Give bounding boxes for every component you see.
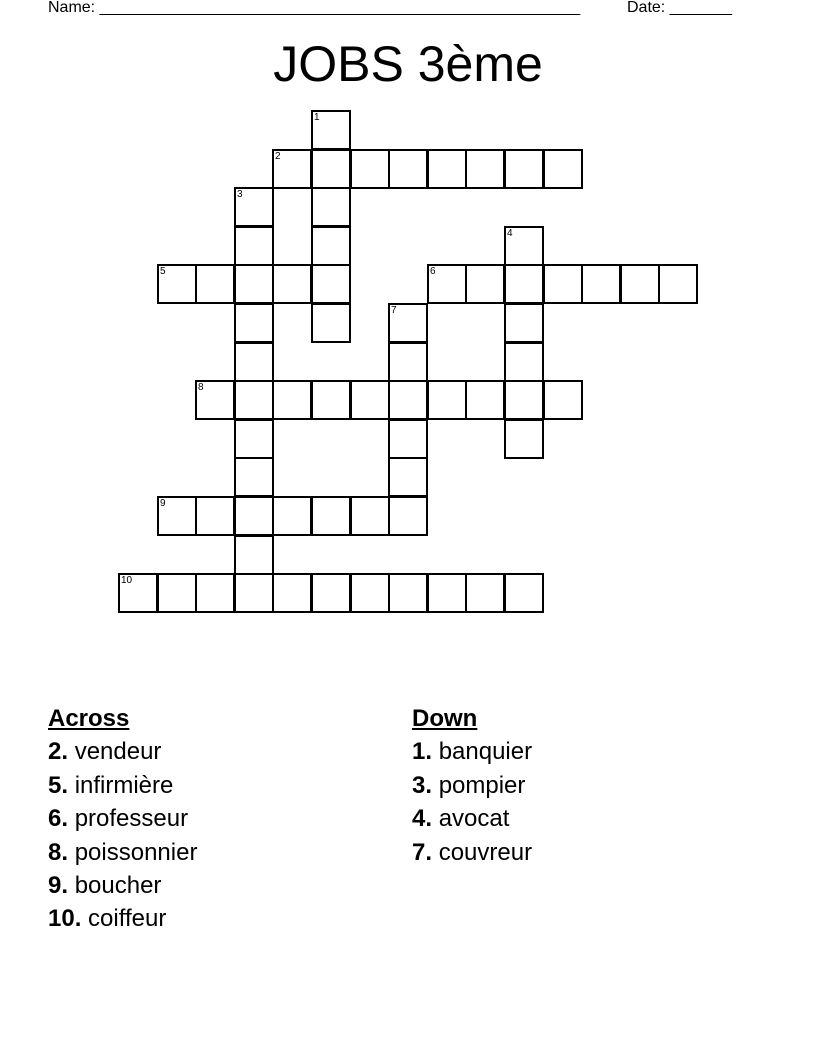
clue-number: 7. [412,838,433,866]
across-clue [48,869,197,902]
down-clues [412,702,532,869]
crossword-cell[interactable] [311,380,351,420]
clue-text: boucher [74,872,162,900]
across-clue [48,902,197,935]
across-clue [48,735,197,768]
crossword-cell[interactable] [234,457,274,497]
across-clue [48,769,197,802]
clue-text: infirmière [74,771,174,799]
crossword-cell[interactable] [504,342,544,382]
crossword-cell[interactable] [427,573,467,613]
clue-text: coiffeur [88,905,167,933]
crossword-cell[interactable] [234,303,274,343]
crossword-cell[interactable] [427,264,467,304]
crossword-cell[interactable] [620,264,660,304]
across-clues [48,702,197,936]
crossword-cell[interactable] [543,264,583,304]
crossword-cell[interactable] [272,380,312,420]
down-clue [412,836,532,869]
crossword-cell[interactable] [311,226,351,266]
crossword-cell[interactable] [272,573,312,613]
crossword-cell[interactable] [465,149,505,189]
crossword-cell[interactable] [465,380,505,420]
cell-number: 3 [237,189,243,200]
crossword-cell[interactable] [543,380,583,420]
across-clue [48,836,197,869]
crossword-cell[interactable] [234,187,274,227]
crossword-cell[interactable] [272,496,312,536]
crossword-cell[interactable] [272,264,312,304]
cell-number: 6 [430,266,436,277]
clue-number: 2. [48,738,69,766]
down-clue [412,735,532,768]
crossword-cell[interactable] [581,264,621,304]
crossword-cell[interactable] [350,573,390,613]
cell-number: 9 [160,498,166,509]
across-clue [48,802,197,835]
clue-text: pompier [438,771,526,799]
crossword-cell[interactable] [388,419,428,459]
crossword-cell[interactable] [311,303,351,343]
crossword-cell[interactable] [118,573,158,613]
crossword-cell[interactable] [504,149,544,189]
crossword-cell[interactable] [195,573,235,613]
crossword-cell[interactable] [311,110,351,150]
clue-text: couvreur [438,838,533,866]
crossword-cell[interactable] [234,264,274,304]
crossword-cell[interactable] [311,573,351,613]
crossword-cell[interactable] [388,380,428,420]
cell-number: 2 [275,151,281,162]
crossword-cell[interactable] [195,380,235,420]
clue-number: 10. [48,905,82,933]
crossword-cell[interactable] [543,149,583,189]
crossword-cell[interactable] [234,226,274,266]
date-field[interactable]: Date: _______ [627,0,732,16]
cell-number: 7 [391,305,397,316]
name-field[interactable]: Name: ______________________________________________________ [48,0,581,16]
crossword-cell[interactable] [658,264,698,304]
crossword-cell[interactable] [157,264,197,304]
crossword-cell[interactable] [388,149,428,189]
down-clue [412,769,532,802]
crossword-cell[interactable] [504,226,544,266]
crossword-cell[interactable] [427,380,467,420]
crossword-cell[interactable] [388,303,428,343]
crossword-cell[interactable] [350,380,390,420]
clue-text: banquier [438,738,533,766]
crossword-cell[interactable] [311,264,351,304]
crossword-cell[interactable] [465,264,505,304]
crossword-cell[interactable] [350,149,390,189]
page-title: JOBS 3ème [273,36,543,92]
clue-number: 9. [48,872,69,900]
crossword-cell[interactable] [388,457,428,497]
crossword-cell[interactable] [465,573,505,613]
crossword-cell[interactable] [504,419,544,459]
cell-number: 8 [198,382,204,393]
cell-number: 4 [507,228,513,239]
clue-text: professeur [74,805,189,833]
clue-number: 4. [412,805,433,833]
crossword-cell[interactable] [234,380,274,420]
cell-number: 5 [160,266,166,277]
crossword-cell[interactable] [427,149,467,189]
down-heading: Down [412,705,478,732]
crossword-cell[interactable] [234,535,274,575]
crossword-cell[interactable] [234,573,274,613]
down-clue [412,802,532,835]
cell-number: 10 [121,575,133,586]
crossword-cell[interactable] [388,342,428,382]
clue-number: 3. [412,771,433,799]
crossword-cell[interactable] [195,264,235,304]
crossword-cell[interactable] [504,380,544,420]
crossword-cell[interactable] [350,496,390,536]
crossword-cell[interactable] [157,573,197,613]
crossword-cell[interactable] [311,496,351,536]
crossword-cell[interactable] [311,149,351,189]
clue-text: avocat [438,805,510,833]
clue-text: vendeur [74,738,162,766]
across-heading: Across [48,705,130,732]
crossword-cell[interactable] [504,573,544,613]
cell-number: 1 [314,112,320,123]
clue-number: 6. [48,805,69,833]
crossword-cell[interactable] [311,187,351,227]
crossword-cell[interactable] [504,303,544,343]
clue-text: poissonnier [74,838,198,866]
clue-number: 5. [48,771,69,799]
clue-number: 1. [412,738,433,766]
crossword-cell[interactable] [504,264,544,304]
crossword-cell[interactable] [234,342,274,382]
crossword-cell[interactable] [157,496,197,536]
crossword-cell[interactable] [234,419,274,459]
crossword-cell[interactable] [388,573,428,613]
clue-number: 8. [48,838,69,866]
crossword-cell[interactable] [272,149,312,189]
crossword-cell[interactable] [388,496,428,536]
crossword-cell[interactable] [195,496,235,536]
crossword-cell[interactable] [234,496,274,536]
